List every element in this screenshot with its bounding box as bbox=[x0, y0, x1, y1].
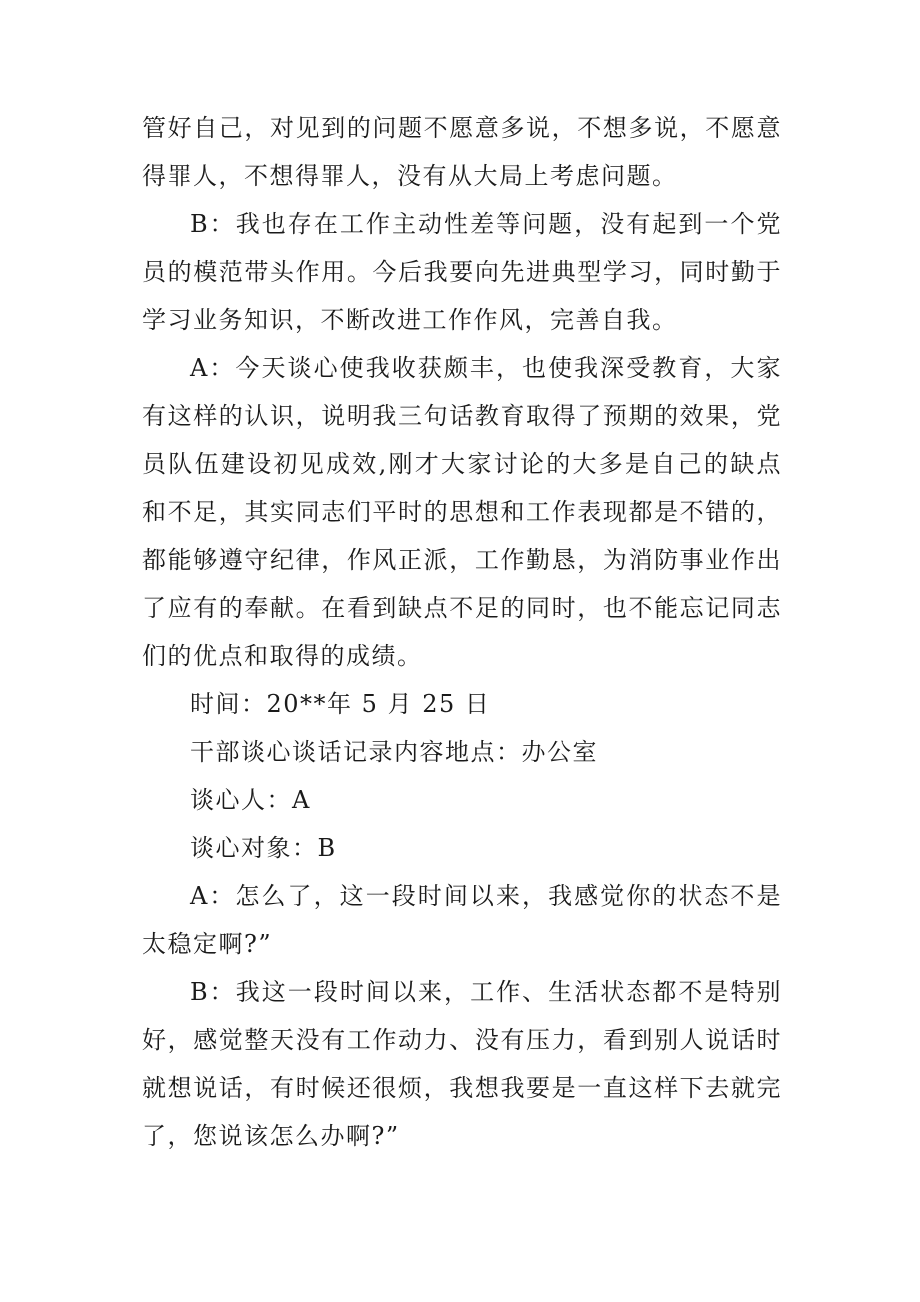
record-speaker: 谈心人：A bbox=[190, 786, 311, 814]
paragraph-a-question: A：怎么了，这一段时间以来，我感觉你的状态不是太稳定啊?” bbox=[142, 882, 782, 958]
record-time: 时间：20**年 5 月 25 日 bbox=[190, 690, 491, 718]
document-body bbox=[142, 104, 782, 1160]
paragraph-b-answer: B：我这一段时间以来，工作、生活状态都不是特别好，感觉整天没有工作动力、没有压力，看到别人说话时就想说话，有时候还很烦，我想我要是一直这样下去就完了，您说该怎么办啊?” bbox=[142, 978, 782, 1150]
paragraph-a-summary: A：今天谈心使我收获颇丰，也使我深受教育，大家有这样的认识，说明我三句话教育取得了预期的效果，党员队伍建设初见成效,刚才大家讨论的大多是自己的缺点和不足，其实同志们平时的思想和工作表现都是不错的，都能够遵守纪律，作风正派，工作勤恳，为消防事业作出了应有的奉献。在看到缺点不足的同时，也不能忘记同志们的优点和取得的成绩。 bbox=[142, 354, 782, 670]
record-subject: 谈心对象：B bbox=[190, 834, 337, 862]
paragraph-continuation: 管好自己，对见到的问题不愿意多说，不想多说，不愿意得罪人，不想得罪人，没有从大局上考虑问题。 bbox=[142, 114, 782, 190]
record-location: 干部谈心谈话记录内容地点：办公室 bbox=[190, 738, 598, 766]
paragraph-b-self-criticism: B：我也存在工作主动性差等问题，没有起到一个党员的模范带头作用。今后我要向先进典型学习，同时勤于学习业务知识，不断改进工作作风，完善自我。 bbox=[142, 210, 782, 334]
